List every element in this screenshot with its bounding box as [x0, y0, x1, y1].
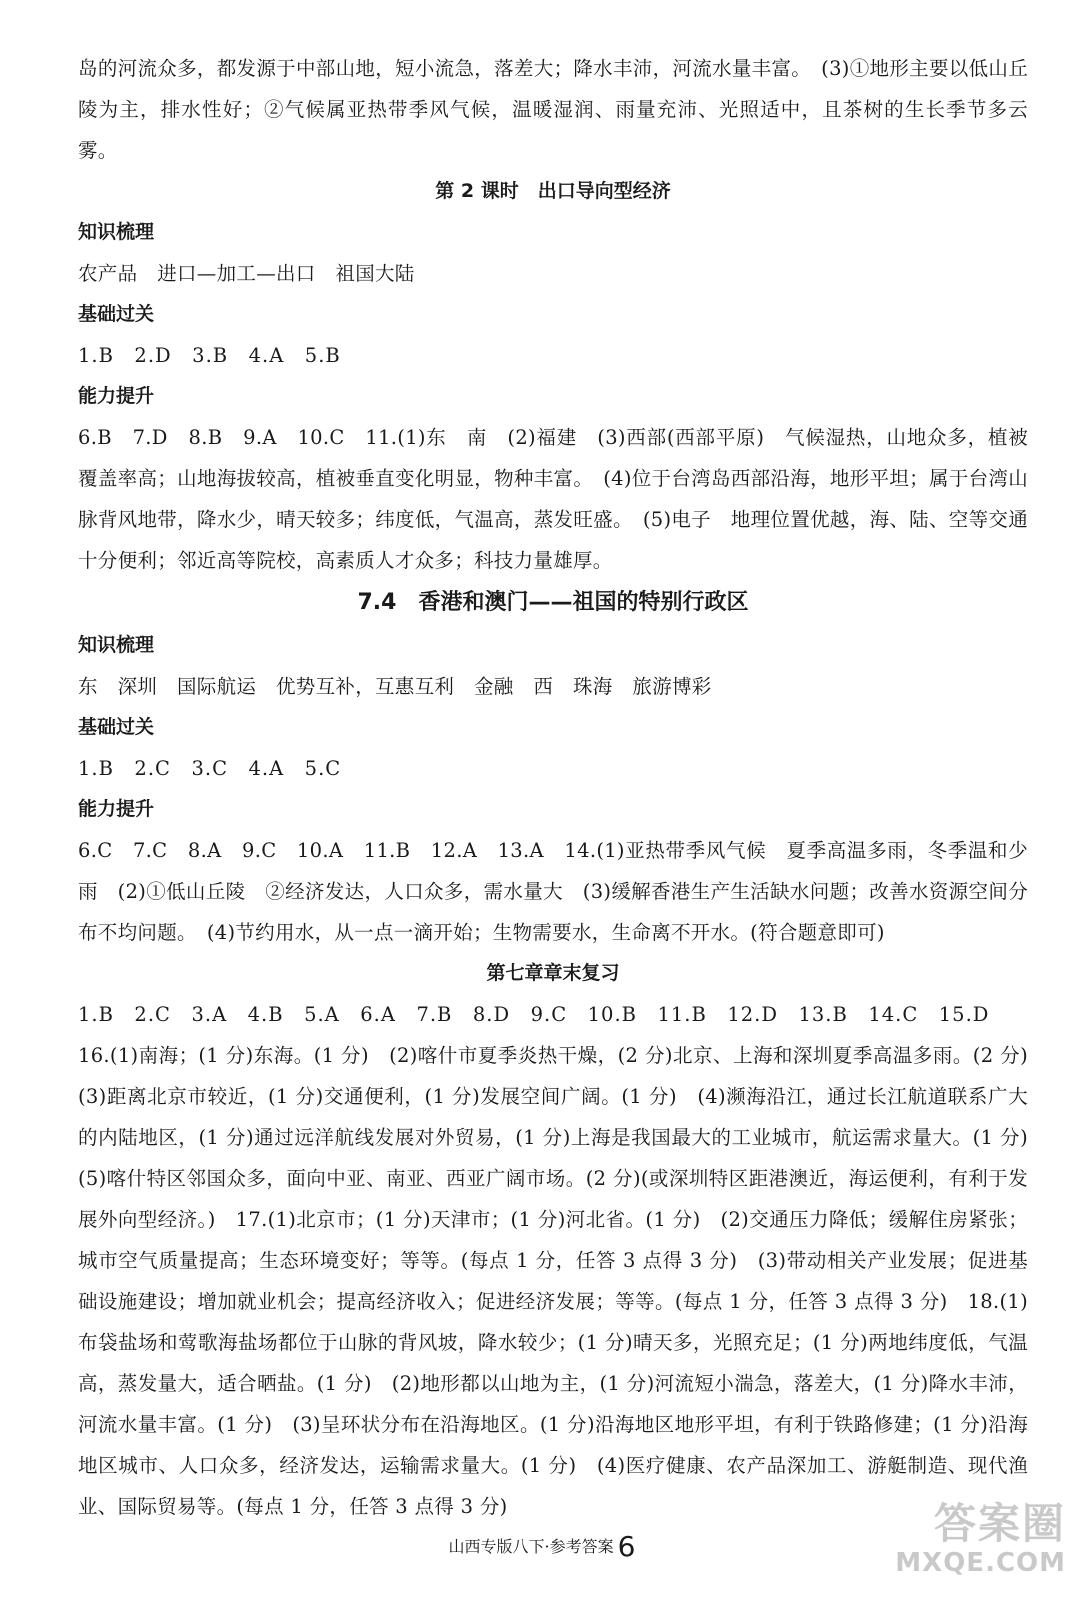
section-title-chapter-review: 第七章章末复习 — [486, 962, 620, 984]
section-title-lesson-2: 第 2 课时 出口导向型经济 — [435, 180, 671, 202]
heading-basic: 基础过关 — [78, 716, 155, 738]
review-open-answers: 16.(1)南海；(1 分)东海。(1 分) (2)喀什市夏季炎热干燥，(2 分)北京、上海和深圳夏季高温多雨。(2 分) (3)距离北京市较近，(1 分)交通便利，(1 分)发展空间广阔。(1 分) (4)濒海沿江，通过长江航道联系广大的内陆地区，(1 分)通过远洋航线发展对外贸易，(1 分)上海是我国最大的工业城市，航运需求量大。(1 分) (5)喀什特区邻国众多，面向中亚、南亚、西亚广阔市场。(2 分)(或深圳特区距港澳近，海运便利，有利于发展外向型经济。) 17.(1)北京市；(1 分)天津市；(1 分)河北省。(1 分) (2)交通压力降低；缓解住房紧张；城市空气质量提高；生态环境变好；等等。(每点 1 分，任答 3 点得 3 分) (3)带动相关产业发展；促进基础设施建设；增加就业机会；提高经济收入；促进经济发展；等等。(每点 1 分，任答 3 点得 3 分) 18.(1)布袋盐场和莺歌海盐场都位于山脉的背风坡，降水较少；(1 分)晴天多，光照充足；(1 分)两地纬度低，气温高，蒸发量大，适合晒盐。(1 分) (2)地形都以山地为主，(1 分)河流短小湍急，落差大，(1 分)降水丰沛，河流水量丰富。(1 分) (3)呈环状分布在沿海地区。(1 分)沿海地区地形平坦，有利于铁路修建；(1 分)沿海地区城市、人口众多，经济发达，运输需求量大。(1 分) (4)医疗健康、农产品深加工、游艇制造、现代渔业、国际贸易等。(每点 1 分，任答 3 点得 3 分) — [78, 1044, 1048, 1518]
page-number: 6 — [617, 1530, 636, 1563]
watermark-logo — [876, 1500, 1066, 1590]
ability-answers: 6.B 7.D 8.B 9.A 10.C 11.(1)东 南 (2)福建 (3)西部(西部平原) 气候湿热，山地众多，植被覆盖率高；山地海拔较高，植被垂直变化明显，物种丰富。 (4)位于台湾岛西部沿海，地形平坦；属于台湾山脉背风地带，降水少，晴天较多；纬度低，气温高，蒸发旺盛。 (5)电子 地理位置优越，海、陆、空等交通十分便利；邻近高等院校，高素质人才众多；科技力量雄厚。 — [78, 426, 1028, 572]
heading-basic: 基础过关 — [78, 303, 155, 325]
heading-knowledge: 知识梳理 — [78, 221, 155, 243]
review-choice-answers: 1.B 2.C 3.A 4.B 5.A 6.A 7.B 8.D 9.C 10.B 11.B 12.D 13.B 14.C 15.D — [78, 1003, 990, 1026]
heading-knowledge: 知识梳理 — [78, 634, 155, 656]
footer-label: 山西专版八下·参考答案 — [448, 1537, 614, 1556]
watermark-top-text: 答案圈 — [933, 1499, 1066, 1548]
basic-answers: 1.B 2.D 3.B 4.A 5.B — [78, 344, 341, 367]
section-title-7-4: 7.4 香港和澳门——祖国的特别行政区 — [357, 590, 749, 615]
knowledge-answers: 东 深圳 国际航运 优势互补，互惠互利 金融 西 珠海 旅游博彩 — [78, 675, 712, 698]
continued-answer-paragraph: 岛的河流众多，都发源于中部山地，短小流急，落差大；降水丰沛，河流水量丰富。 (3)①地形主要以低山丘陵为主，排水性好；②气候属亚热带季风气候，温暖湿润、雨量充沛、光照适中，且茶树的生长季节多云雾。 — [78, 57, 1028, 162]
heading-ability: 能力提升 — [78, 798, 155, 820]
watermark-bottom-text: MXQE.COM — [895, 1548, 1066, 1578]
basic-answers: 1.B 2.C 3.C 4.A 5.C — [78, 757, 342, 780]
knowledge-answers: 农产品 进口—加工—出口 祖国大陆 — [78, 262, 415, 285]
answer-page — [78, 48, 1048, 1527]
ability-answers: 6.C 7.C 8.A 9.C 10.A 11.B 12.A 13.A 14.(1)亚热带季风气候 夏季高温多雨，冬季温和少雨 (2)①低山丘陵 ②经济发达，人口众多，需水量大 (3)缓解香港生产生活缺水问题；改善水资源空间分布不均问题。 (4)节约用水，从一点一滴开始；生物需要水，生命离不开水。(符合题意即可) — [78, 839, 1028, 944]
heading-ability: 能力提升 — [78, 385, 155, 407]
